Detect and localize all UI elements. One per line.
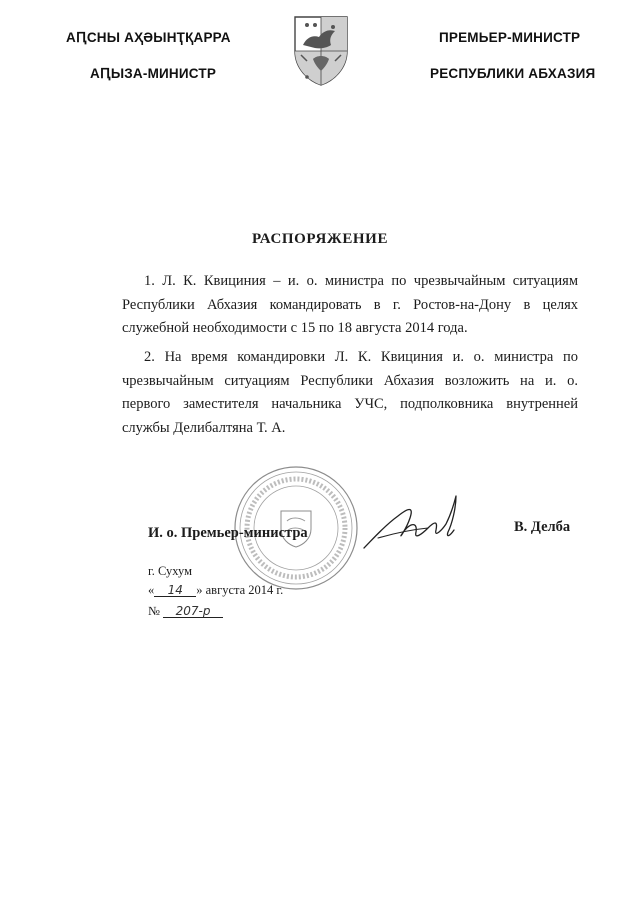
handwritten-signature-icon [358, 490, 468, 556]
header-right-line1: ПРЕМЬЕР-МИНИСТР [439, 30, 581, 45]
date-open-quote: « [148, 583, 155, 597]
paragraph-1 [122, 270, 578, 341]
date-rest: » августа 2014 г. [196, 583, 284, 597]
paragraph-2-number: 2. [144, 349, 155, 365]
date-line [148, 583, 283, 598]
date-day-field: 14 [154, 584, 196, 597]
number-prefix: № [148, 604, 160, 618]
document-title: РАСПОРЯЖЕНИЕ [251, 231, 389, 247]
signatory-name: В. Делба [514, 519, 571, 535]
header-left-line2: АԤЫЗА-МИНИСТР [90, 66, 217, 81]
signatory-position: И. о. Премьер-министра [148, 525, 308, 541]
number-field: 207-р [163, 605, 223, 618]
paragraph-2-text: На время командировки Л. К. Квициния и. о. министра по чрезвычайным ситуациям Республики Абхазия возложить на и. о. первого заместителя начальника УЧС, подполковника внутренней службы Делибалтяна Т. А. [122, 349, 579, 436]
paragraph-2 [122, 346, 578, 440]
city-line: г. Сухум [148, 564, 193, 578]
paragraph-1-number: 1. [144, 273, 155, 289]
abkhazia-coat-of-arms-icon [293, 15, 349, 87]
paragraph-1-text: Л. К. Квициния – и. о. министра по чрезвычайным ситуациям Республики Абхазия командировать в г. Ростов-на-Дону в целях служебной необходимости с 15 по 18 августа 2014 года. [122, 273, 579, 337]
header-right-line2: РЕСПУБЛИКИ АБХАЗИЯ [430, 66, 596, 81]
header-left-line1: АԤСНЫ АҲӘЫНҬҚАРРА [66, 30, 231, 45]
number-line [148, 604, 223, 619]
